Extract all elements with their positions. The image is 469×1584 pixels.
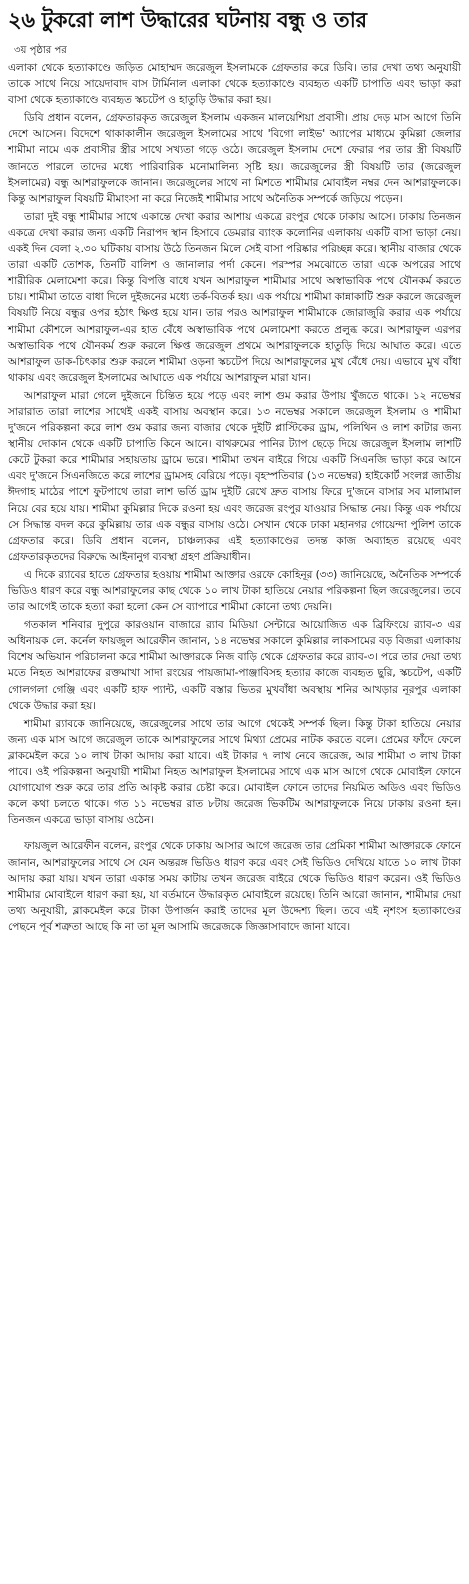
- headline: ২৬ টুকরো লাশ উদ্ধারের ঘটনায় বন্ধু ও তার: [8, 8, 367, 32]
- paragraph: ফায়জুল আরেফীন বলেন, রংপুর থেকে ঢাকায় আসার আগে জরেজ তার প্রেমিকা শামীমা আক্তারকে ফোনে জানান, আশরাফুলের সাথে সে যেন অন্তরঙ্গ ভিডিও ধারণ করে এবং সেই ভিডিও দেখিয়ে যাতে ১০ লাখ টাকা আদায় করা যায়। যখন তারা একান্ত সময় কাটায় তখন জরেজ বাইরে থেকে ভিডিও ধারণ করেন। ওই ভিডিও শামীমার মোবাইলে ধারণ করা হয়, যা বর্তমানে উদ্ধারকৃত মোবাইলে রয়েছে। তিনি আরো জানান, শামীমার দেয়া তথ্য অনুযায়ী, ব্লাকমেইল করে টাকা উপার্জন করাই তাদের মূল উদ্দেশ্য ছিল। তবে এই নৃশংস হত্যাকাণ্ডের পেছনে পূর্ব শত্রুতা আছে কি না তা মূল আসামি জরেজকে জিজ্ঞাসাবাদে জানা যাবে।: [8, 840, 461, 933]
- paragraph: তারা দুই বন্ধু শামীমার সাথে একান্তে দেখা করার আশায় একত্রে রংপুর থেকে ঢাকায় আসে। ঢাকায় তিনজন একত্রে দেখা করার জন্য একটি নিরাপদ স্থান হিসাবে ডেমরার ব্যাংক কলোনির এলাকায় একটি বাসা ভাড়া নেয়। একই দিন বেলা ২.৩০ ঘটিকায় বাসায় উঠে তিনজন মিলে সেই বাসা পরিষ্কার পরিচ্ছন্ন করে। স্থানীয় বাজার থেকে তারা একটি তোশক, তিনটি বালিশ ও জানালার পর্দা কেনে। পরস্পর সমঝোতে তারা একে অপরের সাথে শারীরিক মেলামেশা করে। কিন্তু বিপত্তি বাধে যখন আশরাফুল শামীমার সাথে অস্বাভাবিক পথে যৌনকর্ম করতে চায়। শামীমা তাতে বাধা দিলে দুইজনের মধ্যে তর্ক-বিতর্ক হয়। এক পর্যায়ে শামীমা কান্নাকাটি শুরু করলে জরেজুল বিষয়টি নিয়ে বন্ধুর ওপর হঠাৎ ক্ষিপ্ত হয়ে যান। তার পরও আশরাফুল শামীমাকে জোরাজুরি করার এক পর্যায়ে শামীমা কৌশলে আশরাফুল-এর হাত বেঁধে অস্বাভাবিক পথে মেলামেশা করতে প্রলুব্ধ করে। আশরাফুল এরপর অস্বাভাবিক পথে যৌনকর্ম শুরু করলে ক্ষিপ্ত জরেজুল প্রথমে আশরাফুলকে হাতুড়ি দিয়ে আঘাত করে। এতে আশরাফুল ডাক-চিৎকার শুরু করলে শামীমা ওড়না স্কচটেপ দিয়ে আশরাফুলের মুখ বেঁধে দেয়। এভাবে মুখ বাঁধা থাকায় এবং জরেজুল ইসলামের আঘাতে এক পর্যায়ে আশরাফুল মারা যান।: [8, 210, 461, 384]
- paragraph: এ দিকে র‍্যাবের হাতে গ্রেফতার হওয়ায় শামীমা আক্তার ওরফে কোহিনূর (৩৩) জানিয়েছে, অনৈতিক সম্পর্কে ভিডিও ধারণ করে বন্ধু আশরাফুলের কাছ থেকে ১০ লাখ টাকা হাতিয়ে নেয়ার পরিকল্পনা ছিল জরেজুলের। তবে তার আগেই তাকে হত্যা করা হলো কেন সে ব্যাপারে শামীমা কোনো তথ্য দেয়নি।: [8, 568, 461, 614]
- paragraph: গতকাল শনিবার দুপুরে কারওয়ান বাজারে র‍্যাব মিডিয়া সেন্টারে আয়োজিত এক ব্রিফিংয়ে র‍্যাব-৩ এর অধিনায়ক লে. কর্নেল ফায়জুল আরেফীন জানান, ১৪ নভেম্বর সকালে কুমিল্লার লাকসামের বড় বিজরা এলাকায় বিশেষ অভিযান পরিচালনা করে শামীমা আক্তারকে নিজ বাড়ি থেকে গ্রেফতার করে র‍্যাব-৩। পরে তার দেয়া তথ্য মতে নিহত আশরাফের রক্তমাখা সাদা রংয়ের পায়জামা-পাঞ্জাবিসহ হত্যার কাজে ব্যবহৃত ছুরি, স্কচটেপ, একটি গোলগলা গেঞ্জি এবং একটি হাফ প্যান্ট, একটি বস্তার ভিতর মুখবাঁধা অবস্থায় শনির আখড়ার নূরপুর এলাকা থেকে উদ্ধার করা হয়।: [8, 619, 461, 712]
- paragraph: এলাকা থেকে হত্যাকাণ্ডে জড়িত মোহাম্মদ জরেজুল ইসলামকে গ্রেফতার করে ডিবি। তার দেখা তথ্য অনুযায়ী তাকে সাথে নিয়ে সায়েদাবাদ বাস টার্মিনাল এলাকা থেকে হত্যাকাণ্ডে ব্যবহৃত একটি চাপাতি এবং ভাড়া করা বাসা থেকে হত্যাকাণ্ডে ব্যবহৃত স্কচটেপ ও হাতুড়ি উদ্ধার করা হয়।: [8, 62, 461, 107]
- continued-from-label: ৩য় পৃষ্ঠার পর: [14, 45, 67, 56]
- paragraph: ডিবি প্রধান বলেন, গ্রেফতারকৃত জরেজুল ইসলাম একজন মালয়েশিয়া প্রবাসী। প্রায় দেড় মাস আগে তিনি দেশে আসেন। বিদেশে থাকাকালীন জরেজুল ইসলামের সাথে 'বিগো লাইভ' অ্যাপের মাধ্যমে কুমিল্লা জেলার শামীমা নামে এক প্রবাসীর স্ত্রীর সাথে সখ্যতা গড়ে ওঠে। জরেজুল ইসলাম দেশে ফেরার পর তার স্ত্রী বিষয়টি জানতে পারলে তাদের মধ্যে পারিবারিক মনোমালিন্য সৃষ্টি হয়। জরেজুলের স্ত্রী বিষয়টি তার (জরেজুল ইসলামের) বন্ধু আশরাফুলকে জানান। জরেজুলের সাথে না মিশতে শামীমার মোবাইল নম্বর দেন আশরাফুলকে। কিন্তু আশরাফুল বিষয়টি মীমাংসা না করে নিজেই শামীমার সাথে অনৈতিক সম্পর্কে জড়িয়ে পড়েন।: [8, 112, 461, 205]
- paragraph: শামীমা র‍্যাবকে জানিয়েছে, জরেজুলের সাথে তার আগে থেকেই সম্পর্ক ছিল। কিন্তু টাকা হাতিয়ে নেয়ার জন্য এক মাস আগে জরেজুল তাকে আশরাফুলের সাথে মিথ্যা প্রেমের নাটক করতে বলে। প্রেমের ফাঁদে ফেলে ব্লাকমেইল করে ১০ লাখ টাকা আদায় করা যাবে। এই টাকার ৭ লাখ নেবে জরেজ, আর শামীমা ৩ লাখ টাকা পাবে। ওই পরিকল্পনা অনুযায়ী শামীমা নিহত আশরাফুল ইসলামের সাথে এক মাস আগে থেকে মোবাইল ফোনে যোগাযোগ শুরু করে তার প্রতি আকৃষ্ট করার চেষ্টা করে। মোবাইল ফোনে তাদের নিয়মিত অডিও এবং ভিডিও কলে কথা চলতে থাকে। গত ১১ নভেম্বর রাত ৮টায় জরেজ ভিকটিম আশরাফুলকে নিয়ে ঢাকায় রওনা হন। তিনজন একত্রে ভাড়া বাসায় ওঠেন।: [8, 717, 461, 827]
- paragraph: আশরাফুল মারা গেলে দুইজনে চিন্তিত হয়ে পড়ে এবং লাশ গুম করার উপায় খুঁজতে থাকে। ১২ নভেম্বর সারারাত তারা লাশের সাথেই একই বাসায় অবস্থান করে। ১৩ নভেম্বর সকালে জরেজুল ইসলাম ও শামীমা দু'জনে পরিকল্পনা করে লাশ গুম করার জন্য বাজার থেকে দুইটি প্লাস্টিকের ড্রাম, পলিথিন ও লাশ কাটার জন্য স্থানীয় দোকান থেকে একটি চাপাতি কিনে আনে। বাথরুমের পানির ট্যাপ ছেড়ে দিয়ে জরেজুল ইসলাম লাশটি কেটে টুকরা করে শামীমার সহায়তায় ড্রামে ভরে। শামীমা তখন বাইরে গিয়ে একটি সিএনজি ভাড়া করে আনে এবং দু'জনে সিএনজিতে করে লাশের ড্রামসহ বেরিয়ে পড়ে। বৃহস্পতিবার (১৩ নভেম্বর) হাইকোর্ট সংলগ্ন জাতীয় ঈদগাহ মাঠের পাশে ফুটপাথে তারা লাশ ভর্তি ড্রাম দুইটি রেখে দ্রুত বাসায় ফিরে দু'জনে বাসার সব মালামাল নিয়ে বের হয়ে যায়। শামীমা কুমিল্লার দিকে রওনা হয় এবং জরেজ রংপুর যাওয়ার সিদ্ধান্ত নেয়। কিন্তু এক পর্যায়ে সে সিদ্ধান্ত বদল করে কুমিল্লায় তার এক বন্ধুর বাসায় ওঠে। সেখান থেকে ঢাকা মহানগর গোয়েন্দা পুলিশ তাকে গ্রেফতার করে। ডিবি প্রধান বলেন, চাঞ্চল্যকর এই হত্যাকাণ্ডের তদন্ত কাজ অব্যাহত রয়েছে এবং গ্রেফতারকৃতদের বিরুদ্ধে আইনানুগ ব্যবস্থা গ্রহণ প্রক্রিয়াধীন।: [8, 389, 461, 563]
